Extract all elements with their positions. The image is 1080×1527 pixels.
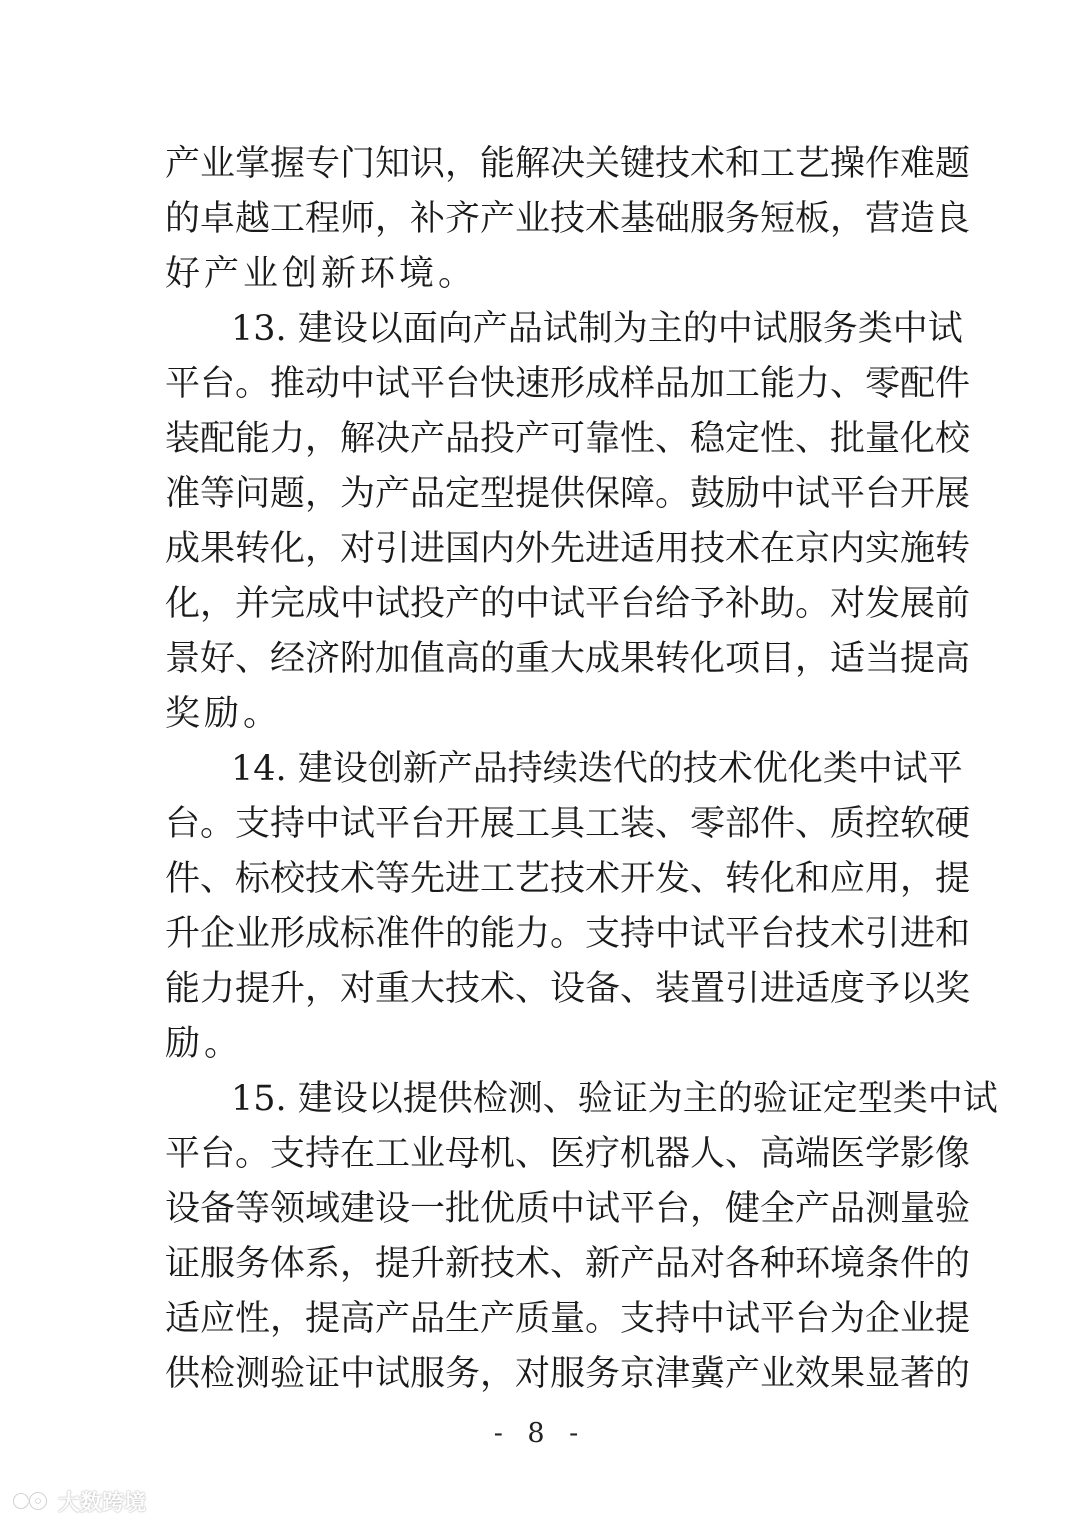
watermark-text: 大数跨境 bbox=[58, 1490, 147, 1516]
paragraph-line: 设备等领域建设一批优质中试平台，健全产品测量验 bbox=[165, 1189, 971, 1229]
paragraph-line: 升企业形成标准件的能力。支持中试平台技术引进和 bbox=[165, 914, 971, 954]
paragraph-line: 件、标校技术等先进工艺技术开发、转化和应用，提 bbox=[165, 859, 971, 899]
page-number: - 8 - bbox=[493, 1418, 587, 1449]
paragraph-line: 13. 建设以面向产品试制为主的中试服务类中试 bbox=[231, 309, 963, 349]
paragraph-line: 成果转化，对引进国内外先进适用技术在京内实施转 bbox=[165, 529, 971, 569]
paragraph-line: 台。支持中试平台开展工具工装、零部件、质控软硬 bbox=[165, 804, 971, 844]
paragraph-line: 化，并完成中试投产的中试平台给予补助。对发展前 bbox=[165, 584, 971, 624]
paragraph-line: 能力提升，对重大技术、设备、装置引进适度予以奖 bbox=[165, 969, 971, 1009]
paragraph-line: 平台。支持在工业母机、医疗机器人、高端医学影像 bbox=[165, 1134, 971, 1174]
paragraph-line: 14. 建设创新产品持续迭代的技术优化类中试平 bbox=[231, 749, 963, 789]
paragraph-line: 装配能力，解决产品投产可靠性、稳定性、批量化校 bbox=[165, 419, 971, 459]
paragraph-line: 产业掌握专门知识，能解决关键技术和工艺操作难题 bbox=[165, 144, 971, 184]
watermark bbox=[12, 1486, 146, 1516]
paragraph-line: 供检测验证中试服务，对服务京津冀产业效果显著的 bbox=[165, 1354, 971, 1394]
paragraph-line: 励。 bbox=[165, 1024, 244, 1064]
paragraph-line: 适应性，提高产品生产质量。支持中试平台为企业提 bbox=[165, 1299, 971, 1339]
paragraph-line: 的卓越工程师，补齐产业技术基础服务短板，营造良 bbox=[165, 199, 971, 239]
paragraph-line: 准等问题，为产品定型提供保障。鼓励中试平台开展 bbox=[165, 474, 971, 514]
paragraph-line: 平台。推动中试平台快速形成样品加工能力、零配件 bbox=[165, 364, 971, 404]
logo-icon bbox=[12, 1488, 52, 1514]
paragraph-line: 景好、经济附加值高的重大成果转化项目，适当提高 bbox=[165, 639, 971, 679]
paragraph-line: 15. 建设以提供检测、验证为主的验证定型类中试 bbox=[231, 1079, 998, 1119]
paragraph-line: 奖励。 bbox=[165, 694, 283, 734]
paragraph-line: 证服务体系，提升新技术、新产品对各种环境条件的 bbox=[165, 1244, 971, 1284]
paragraph-line: 好产业创新环境。 bbox=[165, 254, 478, 294]
